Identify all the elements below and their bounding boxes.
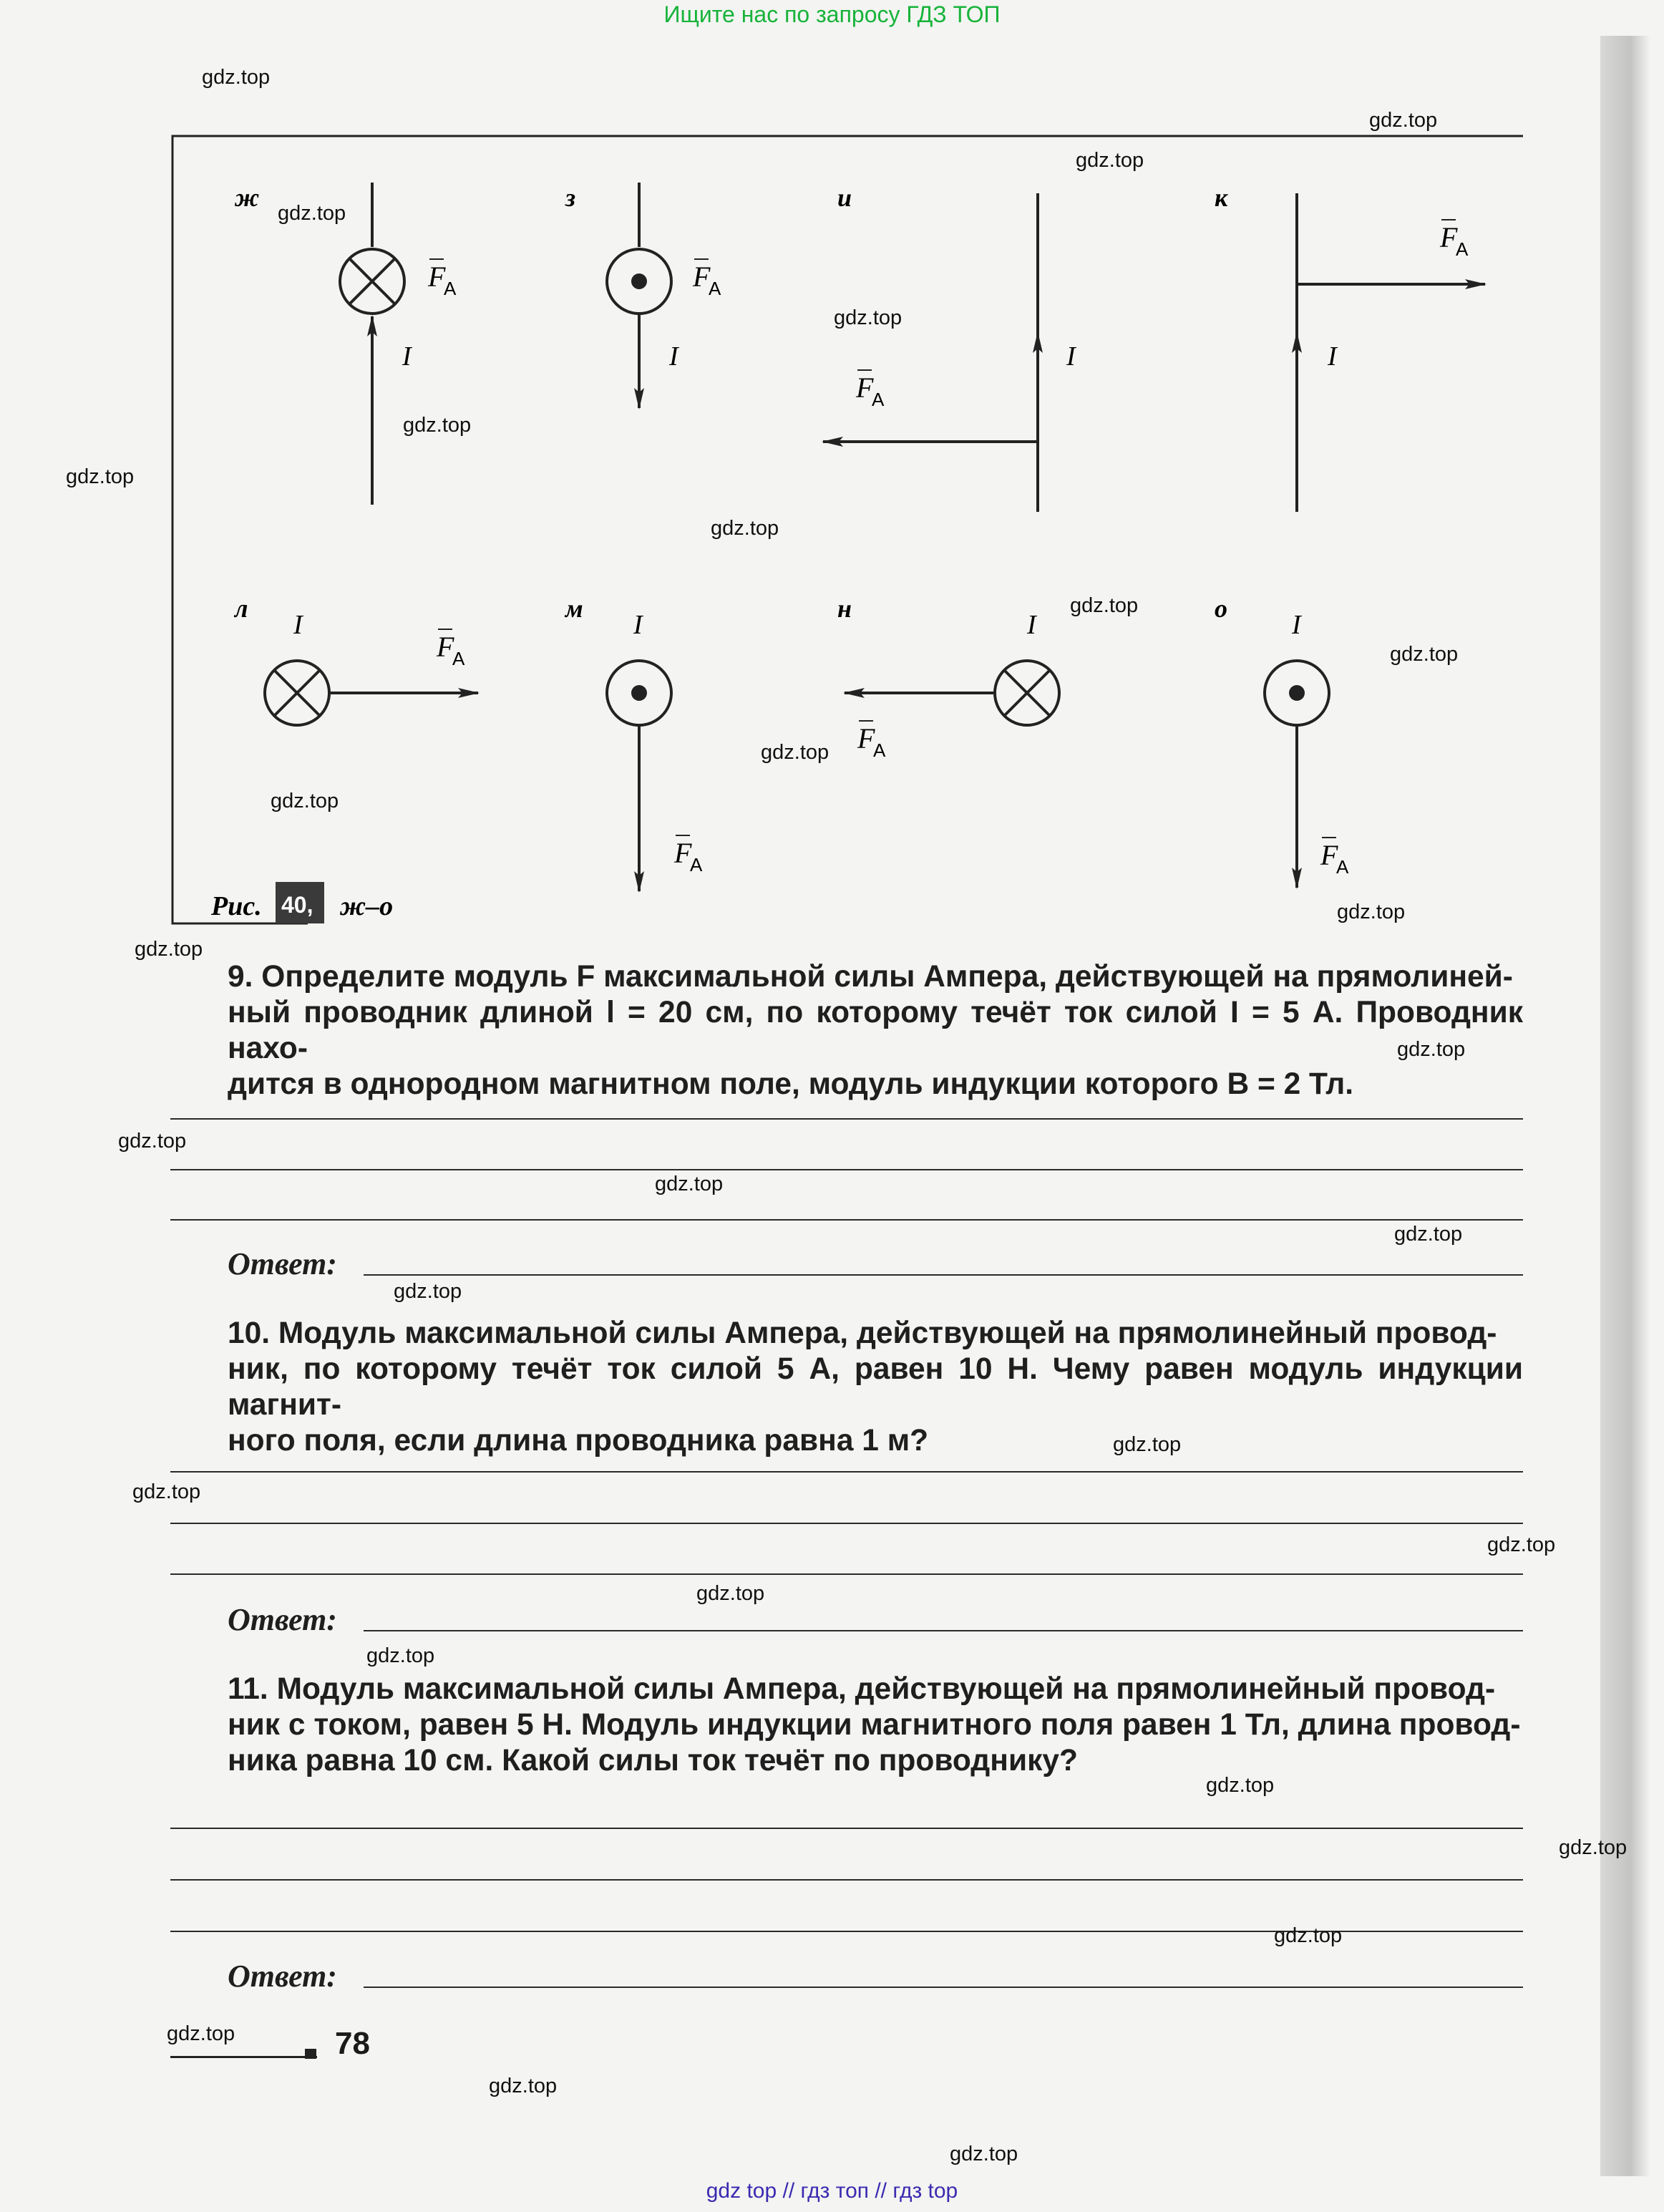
question-10-line-3: ного поля, если длина проводника равна 1 м? [228, 1424, 929, 1457]
watermark: gdz.top [66, 465, 135, 488]
current-label-l: I [293, 610, 303, 640]
answer-line[interactable] [170, 1169, 1523, 1170]
caption-number: 40, [281, 892, 313, 918]
force-label-k [1439, 220, 1469, 260]
label-o: о [1215, 594, 1227, 623]
watermark: gdz.top [1070, 594, 1139, 617]
watermark: gdz.top [1559, 1836, 1627, 1859]
answer-field-11[interactable] [364, 1987, 1523, 1988]
answer-field-10[interactable] [364, 1630, 1523, 1631]
watermark: gdz.top [1274, 1924, 1343, 1947]
svg-text:A: A [872, 389, 885, 410]
current-label-zh: I [402, 341, 412, 372]
watermark: gdz.top [271, 790, 339, 812]
caption-range: ж–о [340, 891, 394, 921]
svg-text:F: F [674, 837, 692, 869]
watermark: gdz.top [167, 2022, 235, 2045]
page-number-marker [305, 2049, 316, 2059]
watermark: gdz.top [132, 1480, 201, 1503]
svg-text:A: A [690, 854, 703, 875]
watermark: gdz.top [1397, 1038, 1466, 1061]
answer-label-9: Ответ: [228, 1246, 337, 1281]
watermark: gdz.top [1487, 1533, 1556, 1556]
current-label-n: I [1027, 610, 1036, 640]
question-9-line-2: ный проводник длиной l = 20 см, по которому течёт ток силой I = 5 А. Проводник нахо- [228, 996, 1523, 1065]
watermark: gdz.top [202, 66, 271, 89]
question-11-line-3: ника равна 10 см. Какой силы ток течёт по проводнику? [228, 1744, 1078, 1777]
question-9 [228, 959, 1523, 1102]
label-m: м [565, 594, 583, 623]
question-11 [228, 1672, 1523, 1779]
svg-text:A: A [1336, 856, 1349, 878]
force-label-l [436, 629, 465, 669]
question-10 [228, 1316, 1523, 1459]
figure-frame [172, 136, 1523, 923]
watermark: gdz.top [489, 2075, 558, 2097]
question-9-line-1: 9. Определите модуль F максимальной силы Ампера, действующей на прямолиней- [228, 960, 1513, 994]
watermark: gdz.top [135, 938, 203, 961]
page-number: 78 [335, 2026, 370, 2061]
label-k: к [1215, 183, 1228, 212]
force-label-o [1320, 838, 1349, 878]
watermark: gdz.top [1076, 149, 1144, 172]
svg-text:F: F [693, 261, 711, 293]
watermark: gdz.top [278, 202, 346, 225]
current-label-k: I [1328, 341, 1337, 372]
watermark: gdz.top [1394, 1223, 1463, 1246]
watermark: gdz.top [950, 2143, 1018, 2165]
svg-text:A: A [1456, 238, 1469, 260]
answer-line[interactable] [170, 1523, 1523, 1524]
label-z: з [565, 183, 576, 212]
watermark: gdz.top [403, 414, 472, 437]
svg-text:F: F [1320, 839, 1338, 871]
answer-field-9[interactable] [364, 1274, 1523, 1276]
current-out-of-page-icon [1265, 661, 1329, 725]
watermark: gdz.top [1390, 643, 1459, 666]
svg-text:F: F [428, 261, 446, 293]
svg-text:F: F [1440, 221, 1458, 253]
svg-text:F: F [437, 631, 454, 663]
current-label-m: I [633, 610, 643, 640]
current-into-page-icon [995, 661, 1059, 725]
watermark: gdz.top [1113, 1433, 1182, 1456]
current-into-page-icon [265, 661, 329, 725]
caption-prefix: Рис. [211, 891, 262, 921]
current-into-page-icon [340, 249, 404, 314]
svg-text:F: F [856, 372, 874, 404]
watermark: gdz.top [655, 1173, 724, 1195]
watermark: gdz.top [711, 517, 779, 540]
current-label-o: I [1292, 610, 1301, 640]
watermark: gdz.top [1206, 1774, 1275, 1797]
answer-line[interactable] [170, 1118, 1523, 1120]
watermark: gdz.top [834, 306, 902, 329]
watermark: gdz.top [394, 1280, 462, 1303]
page-number-rule [170, 2056, 317, 2058]
svg-text:F: F [857, 722, 875, 755]
label-zh: ж [235, 183, 260, 212]
label-l: л [235, 594, 248, 623]
force-label-m [673, 835, 703, 875]
answer-line[interactable] [170, 1219, 1523, 1221]
force-label-n [857, 721, 886, 761]
answer-line[interactable] [170, 1573, 1523, 1575]
question-11-line-2: ник с током, равен 5 Н. Модуль индукции магнитного поля равен 1 Тл, длина провод- [228, 1708, 1521, 1742]
force-label-z [692, 259, 721, 299]
svg-text:A: A [452, 648, 465, 669]
top-banner[interactable]: Ищите нас по запросу ГДЗ ТОП [663, 1, 1001, 27]
current-label-i: I [1066, 341, 1076, 372]
watermark: gdz.top [1369, 109, 1438, 132]
answer-line[interactable] [170, 1471, 1523, 1473]
answer-label-11: Ответ: [228, 1959, 337, 1994]
watermark: gdz.top [1337, 901, 1406, 923]
label-n: н [837, 594, 852, 623]
question-10-line-2: ник, по которому течёт ток силой 5 А, равен 10 Н. Чему равен модуль индукции магнит- [228, 1352, 1523, 1422]
answer-label-10: Ответ: [228, 1602, 337, 1637]
watermark: gdz.top [761, 741, 829, 764]
answer-line[interactable] [170, 1828, 1523, 1829]
force-label-i [855, 370, 885, 410]
watermark: gdz.top [366, 1644, 435, 1667]
svg-text:A: A [873, 739, 886, 761]
force-label-zh [427, 259, 457, 299]
watermark: gdz.top [118, 1130, 187, 1153]
question-11-line-1: 11. Модуль максимальной силы Ампера, действующей на прямолинейный провод- [228, 1672, 1496, 1706]
watermark: gdz.top [696, 1582, 765, 1605]
question-9-line-3: дится в однородном магнитном поле, модуль индукции которого B = 2 Тл. [228, 1067, 1354, 1101]
current-out-of-page-icon [607, 661, 671, 725]
current-out-of-page-icon [607, 249, 671, 314]
current-label-z: I [669, 341, 678, 372]
svg-text:A: A [444, 278, 457, 299]
svg-text:A: A [709, 278, 721, 299]
bottom-banner[interactable]: gdz top // гдз топ // гдз top [706, 2179, 958, 2203]
figure-40 [0, 0, 1664, 945]
answer-line[interactable] [170, 1879, 1523, 1881]
label-i: и [837, 183, 852, 212]
question-10-line-1: 10. Модуль максимальной силы Ампера, действующей на прямолинейный провод- [228, 1316, 1497, 1350]
